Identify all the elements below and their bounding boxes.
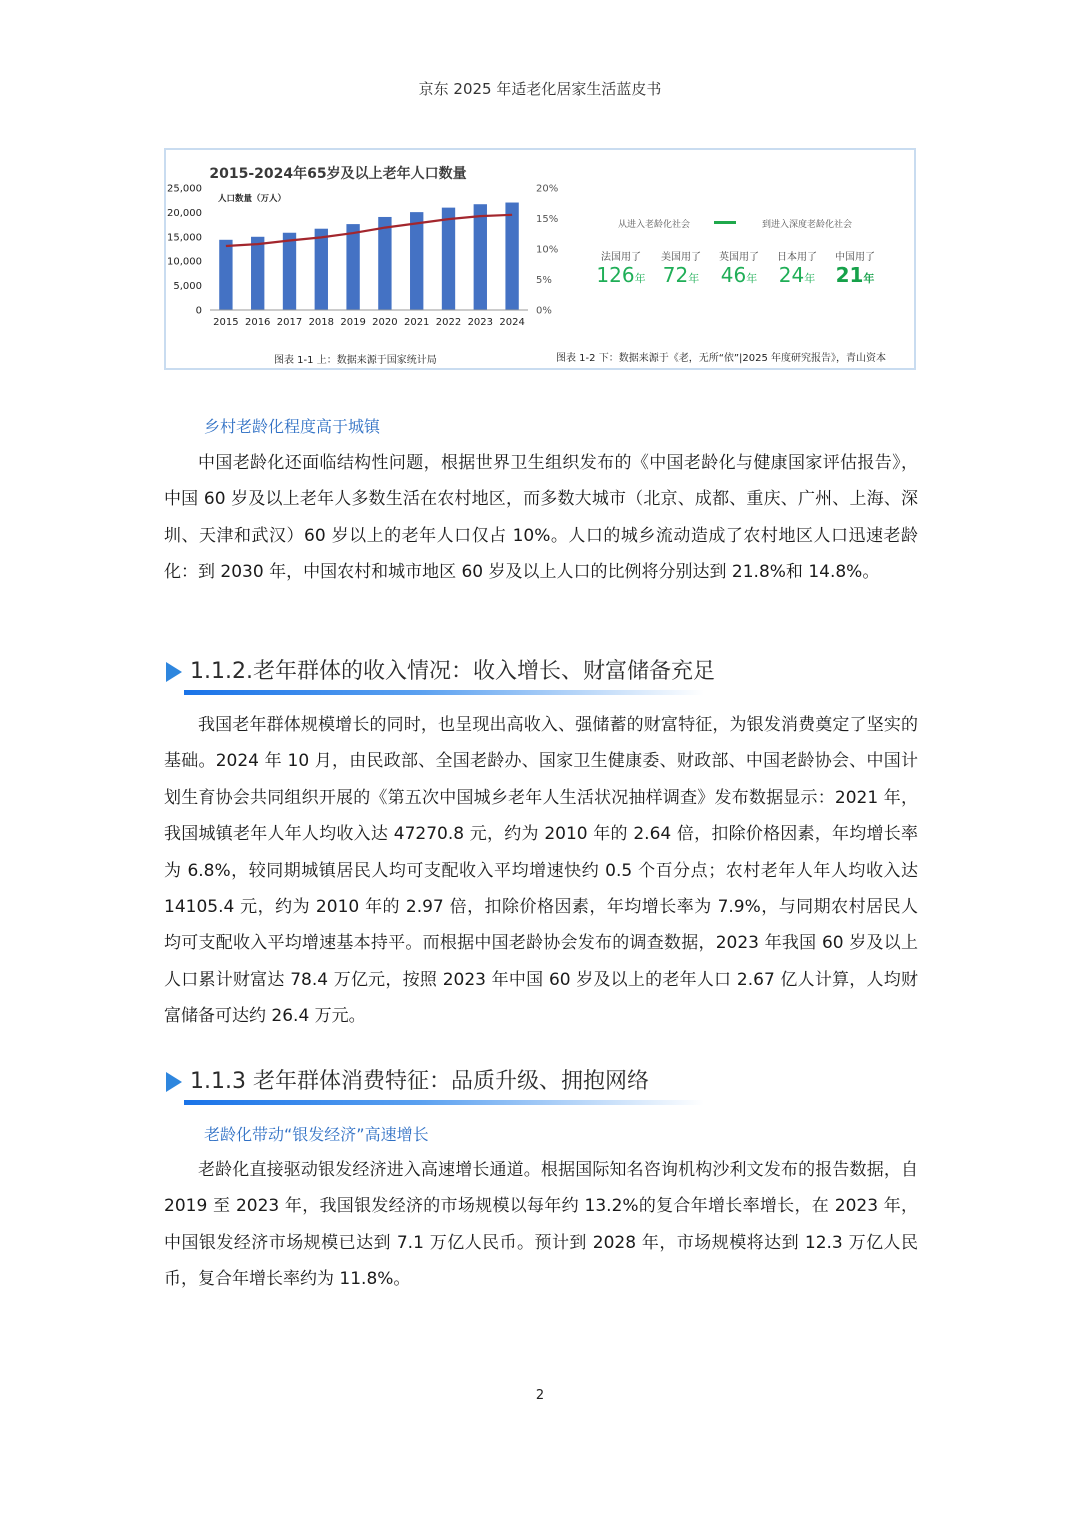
x-tick-label: 2018 [308, 317, 335, 328]
x-tick-label: 2022 [435, 317, 462, 328]
paragraph-rural-aging: 中国老龄化还面临结构性问题，根据世界卫生组织发布的《中国老龄化与健康国家评估报告》，中国 60 岁及以上老年人多数生活在农村地区，而多数大城市（北京、成都、重庆、广州、上海、深圳、天津和武汉）60 岁以上的老年人口仅占 10%。人口的城乡流动造成了农村地区人口迅速老龄化：到 2030 年，中国农村和城市地区 60 岁及以上人口的比例将分别达到 21.8%和 14.8%。 [164, 453, 918, 583]
document-header-title: 京东 2025 年适老化居家生活蓝皮书 [418, 80, 662, 98]
bar-2024 [505, 203, 518, 310]
figure-caption-right: 图表 1-2 下：数据来源于《老，无所“依”|2025 年度研究报告》，青山资本 [556, 353, 887, 364]
country-years: 24 [778, 263, 805, 287]
y-tick-label: 10,000 [167, 256, 202, 268]
country-label: 英国用了 [719, 252, 759, 263]
bar-2019 [346, 224, 359, 310]
bar-2017 [283, 233, 296, 310]
aging-country-japan [766, 248, 828, 287]
triangle-bullet-icon [166, 662, 182, 682]
heading-underline-bar [184, 690, 704, 695]
country-unit: 年 [804, 272, 816, 285]
x-tick-label: 2023 [467, 317, 494, 328]
figure-panel [164, 148, 916, 370]
y-tick-label: 25,000 [167, 183, 202, 195]
country-unit: 年 [688, 272, 700, 285]
bar-2022 [442, 208, 455, 310]
aging-country-china [824, 248, 886, 287]
aging-country-uk [708, 248, 770, 287]
paragraph-income: 我国老年群体规模增长的同时，也呈现出高收入、强储蓄的财富特征，为银发消费奠定了坚实的基础。2024 年 10 月，由民政部、全国老龄办、国家卫生健康委、财政部、中国老龄协会、中国计划生育协会共同组织开展的《第五次中国城乡老年人生活状况抽样调查》发布数据显示：2021 年，我国城镇老年人年人均收入达 47270.8 元，约为 2010 年的 2.64 倍，扣除价格因素，年均增长率为 6.8%，较同期城镇居民人均可支配收入平均增速快约 0.5 个百分点；农村老年人年人均收入达 14105.4 元，约为 2010 年的 2.97 倍，扣除价格因素，年均增长率为 7.9%，与同期农村居民人均可支配收入平均增速基本持平。而根据中国老龄协会发布的调查数据，2023 年我国 60 岁及以上人口累计财富达 78.4 万亿元，按照 2023 年中国 60 岁及以上的老年人口 2.67 亿人计算，人均财富储备可达约 26.4 万元。 [164, 715, 918, 1027]
bar-2015 [219, 240, 232, 310]
subheading-rural-aging: 乡村老龄化程度高于城镇 [204, 417, 381, 436]
y2-tick-label: 20% [536, 183, 559, 195]
y2-tick-label: 5% [536, 275, 552, 286]
bar-2020 [378, 217, 391, 310]
country-years: 72 [662, 263, 689, 287]
y-tick-label: 15,000 [167, 232, 202, 244]
country-years: 21 [835, 263, 864, 287]
section-heading-1-1-3 [164, 1064, 764, 1108]
aging-legend-to: 到进入深度老龄化社会 [762, 220, 853, 230]
y2-tick-label: 10% [536, 244, 559, 256]
bar-2023 [474, 204, 487, 310]
chart-y-axis-label: 人口数量（万人） [218, 194, 287, 204]
country-label: 中国用了 [835, 252, 875, 263]
country-years: 126 [596, 263, 635, 287]
x-tick-label: 2020 [372, 317, 398, 328]
x-tick-label: 2015 [213, 317, 239, 328]
country-label: 法国用了 [601, 252, 641, 263]
y-tick-label: 20,000 [167, 207, 202, 219]
subheading-silver-economy: 老龄化带动“银发经济”高速增长 [204, 1125, 429, 1144]
section-heading-text: 1.1.2.老年群体的收入情况：收入增长、财富储备充足 [190, 659, 715, 684]
bar-2018 [315, 229, 328, 310]
aging-country-france [590, 248, 652, 287]
country-label: 美国用了 [661, 252, 701, 263]
x-tick-label: 2019 [340, 317, 366, 328]
x-tick-label: 2017 [276, 317, 303, 328]
section-heading-1-1-2 [164, 654, 764, 698]
paragraph-silver-economy: 老龄化直接驱动银发经济进入高速增长通道。根据国际知名咨询机构沙利文发布的报告数据，自 2019 至 2023 年，我国银发经济的市场规模以每年约 13.2%的复合年增长率增长，在 2023 年，中国银发经济市场规模已达到 7.1 万亿人民币。预计到 2028 年，市场规模将达到 12.3 万亿人民币，复合年增长率约为 11.8%。 [164, 1160, 918, 1290]
country-unit: 年 [634, 272, 646, 285]
y-tick-label: 5,000 [173, 281, 202, 293]
triangle-bullet-icon [166, 1072, 182, 1092]
y2-tick-label: 15% [536, 214, 559, 225]
y-tick-label: 0 [195, 305, 202, 317]
heading-underline-bar [184, 1100, 704, 1105]
x-tick-label: 2024 [499, 317, 525, 328]
country-years: 46 [720, 263, 747, 287]
country-unit: 年 [863, 272, 875, 285]
page-number: 2 [535, 1388, 545, 1403]
x-tick-label: 2016 [244, 317, 271, 328]
bar-2021 [410, 212, 423, 310]
country-unit: 年 [746, 272, 758, 285]
country-label: 日本用了 [777, 252, 817, 263]
figure-caption-left: 图表 1-1 上：数据来源于国家统计局 [274, 355, 437, 366]
aging-legend-from: 从进入老龄化社会 [618, 220, 691, 230]
x-tick-label: 2021 [403, 317, 430, 328]
ratio-series-line [226, 215, 512, 246]
aging-legend-line [714, 221, 736, 224]
section-heading-text: 1.1.3 老年群体消费特征：品质升级、拥抱网络 [190, 1069, 649, 1094]
aging-country-usa [650, 248, 712, 287]
chart-title: 2015-2024年65岁及以上老年人口数量 [209, 166, 467, 182]
bar-2016 [251, 237, 264, 310]
y2-tick-label: 0% [536, 305, 552, 317]
population-chart [166, 150, 559, 350]
